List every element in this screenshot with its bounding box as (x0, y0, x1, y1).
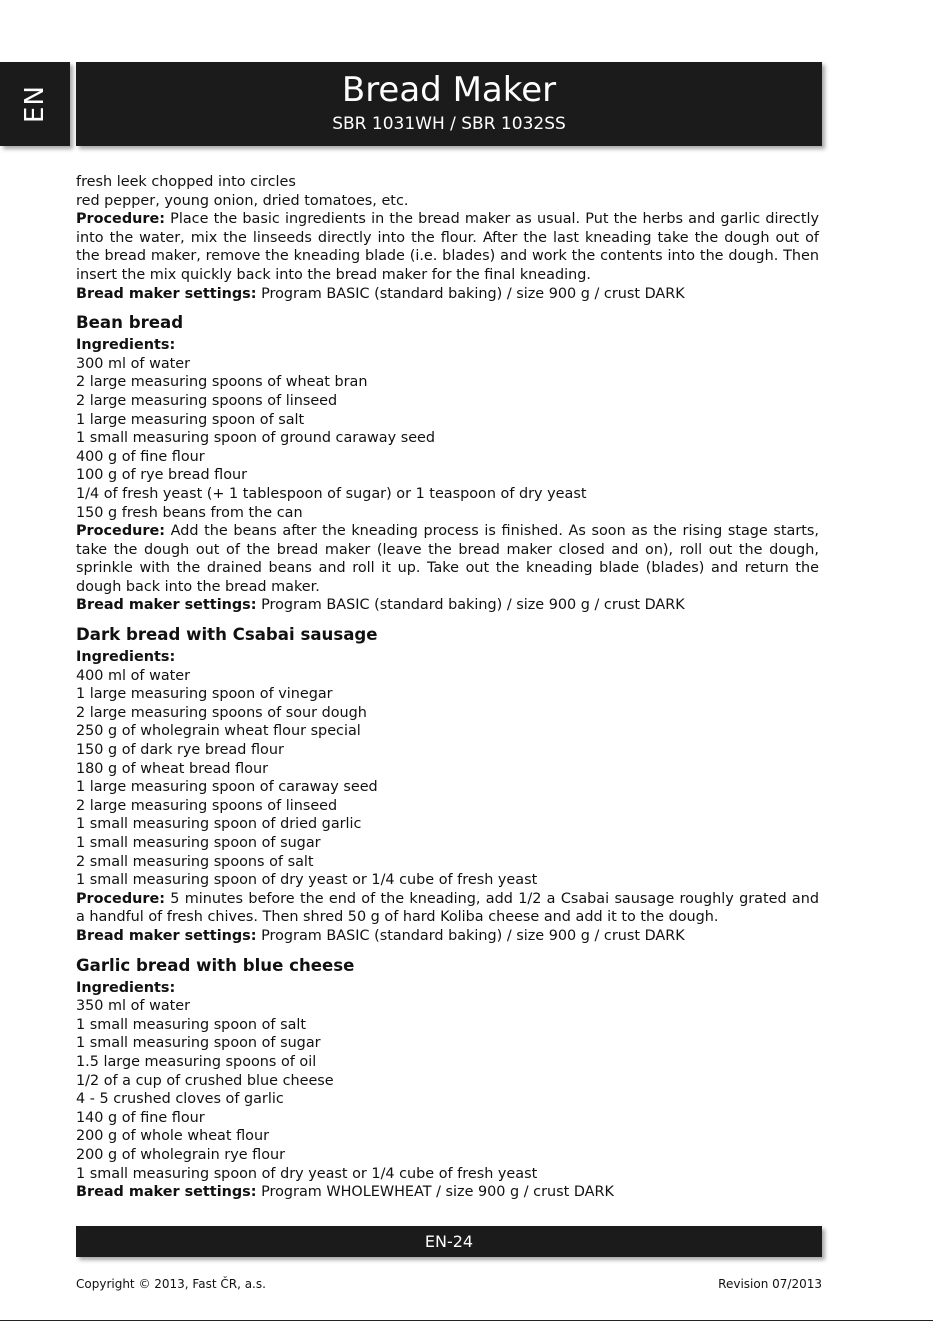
ingredient-item: 250 g of wholegrain wheat flour special (76, 723, 361, 740)
ingredient-item: 1 small measuring spoon of salt (76, 1016, 307, 1033)
intro-settings (76, 285, 819, 304)
procedure-label: Procedure: (76, 211, 165, 228)
settings-text: Program BASIC (standard baking) / size 900 g / crust DARK (261, 285, 685, 302)
ingredient-item: 1/2 of a cup of crushed blue cheese (76, 1072, 334, 1089)
settings-label: Bread maker settings: (76, 1184, 257, 1201)
ingredients-heading: Ingredients: (76, 649, 176, 666)
recipe-settings (76, 1183, 819, 1202)
ingredient-item: 150 g of dark rye bread flour (76, 742, 284, 759)
ingredient-item: 1 large measuring spoon of caraway seed (76, 779, 378, 796)
settings-text: Program BASIC (standard baking) / size 900 g / crust DARK (261, 927, 685, 944)
procedure-label: Procedure: (76, 523, 165, 540)
page-number: EN-24 (424, 1232, 474, 1251)
ingredient-item: 1 large measuring spoon of vinegar (76, 686, 333, 703)
procedure-text: 5 minutes before the end of the kneading, add 1/2 a Csabai sausage roughly grated and a handful of fresh chives. Then shred 50 g of hard Koliba cheese and add it to the dough. (76, 890, 819, 926)
ingredient-item: 2 large measuring spoons of wheat bran (76, 374, 368, 391)
ingredient-item: 1 small measuring spoon of dried garlic (76, 816, 362, 833)
intro-line: red pepper, young onion, dried tomatoes, etc. (76, 192, 409, 209)
procedure-label: Procedure: (76, 890, 165, 907)
ingredient-item: 300 ml of water (76, 355, 191, 372)
ingredient-item: 2 large measuring spoons of linseed (76, 392, 338, 409)
ingredient-item: 200 g of wholegrain rye flour (76, 1146, 286, 1163)
ingredient-item: 2 large measuring spoons of linseed (76, 797, 338, 814)
ingredient-item: 1.5 large measuring spoons of oil (76, 1053, 317, 1070)
ingredient-item: 1/4 of fresh yeast (+ 1 tablespoon of sugar) or 1 teaspoon of dry yeast (76, 485, 587, 502)
recipe-title: Garlic bread with blue cheese (76, 955, 355, 975)
ingredient-item: 1 small measuring spoon of dry yeast or 1/4 cube of fresh yeast (76, 1165, 538, 1182)
ingredient-item: 350 ml of water (76, 998, 191, 1015)
ingredient-item: 200 g of whole wheat flour (76, 1128, 270, 1145)
ingredient-item: 2 large measuring spoons of sour dough (76, 704, 367, 721)
ingredient-item: 1 small measuring spoon of sugar (76, 1035, 321, 1052)
page-title: Bread Maker (341, 70, 557, 110)
ingredient-item: 1 large measuring spoon of salt (76, 411, 305, 428)
settings-text: Program BASIC (standard baking) / size 900 g / crust DARK (261, 597, 685, 614)
page-header (76, 62, 822, 146)
ingredients-heading: Ingredients: (76, 337, 176, 354)
settings-text: Program WHOLEWHEAT / size 900 g / crust DARK (261, 1184, 614, 1201)
ingredient-item: 180 g of wheat bread flour (76, 760, 268, 777)
model-subtitle: SBR 1031WH / SBR 1032SS (332, 114, 566, 134)
recipe-title: Bean bread (76, 313, 184, 333)
revision-text: Revision 07/2013 (718, 1277, 822, 1291)
intro-procedure (76, 210, 819, 284)
intro-line: fresh leek chopped into circles (76, 174, 296, 190)
ingredient-item: 400 g of fine flour (76, 448, 205, 465)
settings-label: Bread maker settings: (76, 597, 257, 614)
recipe-content (76, 173, 819, 1202)
ingredient-item: 400 ml of water (76, 667, 191, 684)
ingredient-item: 4 - 5 crushed cloves of garlic (76, 1091, 284, 1108)
ingredient-item: 1 small measuring spoon of ground caraway seed (76, 430, 436, 447)
settings-label: Bread maker settings: (76, 927, 257, 944)
settings-label: Bread maker settings: (76, 285, 257, 302)
recipe-settings (76, 596, 819, 615)
page-number-bar (76, 1226, 822, 1257)
ingredient-item: 140 g of fine flour (76, 1109, 205, 1126)
language-label: EN (20, 85, 50, 123)
recipe-title: Dark bread with Csabai sausage (76, 625, 378, 645)
ingredient-item: 1 small measuring spoon of dry yeast or 1/4 cube of fresh yeast (76, 872, 538, 889)
ingredient-item: 1 small measuring spoon of sugar (76, 835, 321, 851)
language-tab (0, 62, 70, 146)
procedure-text: Add the beans after the kneading process is finished. As soon as the rising stage starts, take the dough out of the bread maker (leave the bread maker closed and on), roll out the dough, sprinkle with the drained beans and roll it up. Take out the kneading blade (blades) and return the dough back into the bread maker. (76, 523, 820, 595)
bottom-rule (0, 1320, 933, 1321)
copyright-text: Copyright © 2013, Fast ČR, a.s. (76, 1277, 266, 1291)
ingredient-item: 150 g fresh beans from the can (76, 504, 303, 521)
ingredient-item: 100 g of rye bread flour (76, 467, 248, 484)
recipe-procedure (76, 522, 819, 596)
ingredient-item: 2 small measuring spoons of salt (76, 853, 314, 870)
recipe-procedure (76, 890, 819, 927)
recipe-settings (76, 927, 819, 946)
ingredients-heading: Ingredients: (76, 979, 176, 996)
procedure-text: Place the basic ingredients in the bread maker as usual. Put the herbs and garlic directly into the water, mix the linseeds directly into the flour. After the last kneading take the dough out of the bread maker, remove the kneading blade (i.e. blades) and work the contents into the dough. Then insert the mix quickly back into the bread maker for the final kneading. (76, 211, 820, 283)
